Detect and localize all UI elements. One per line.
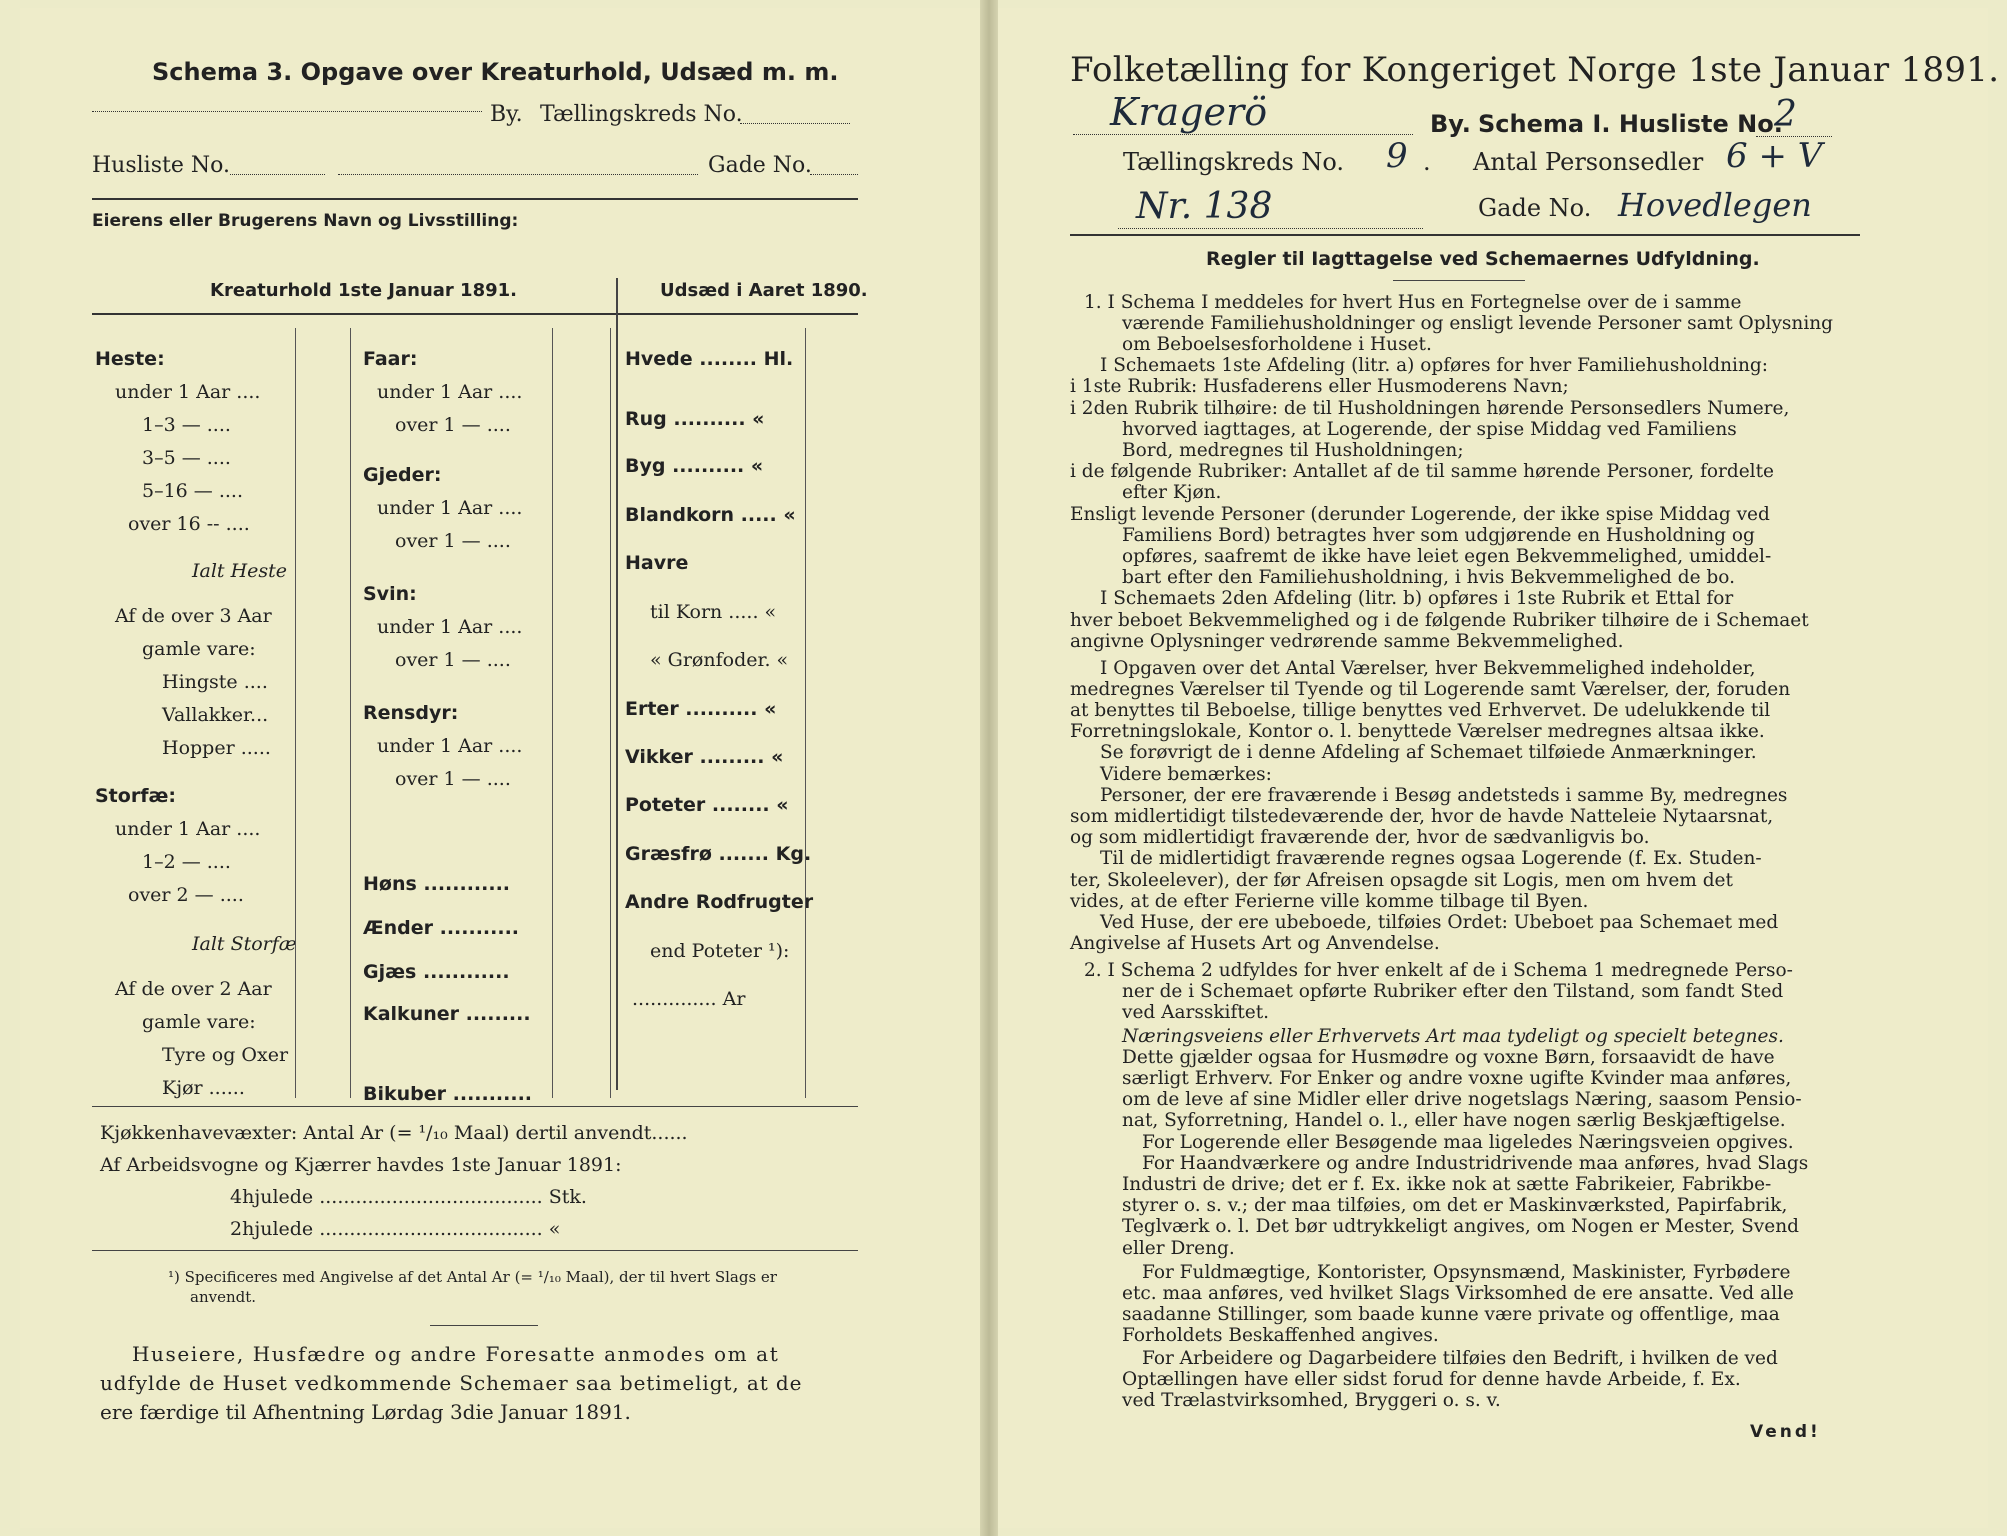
nr-handwritten: Nr. 138 xyxy=(1136,186,1273,227)
rule-line-17: I Opgaven over det Antal Værelser, hver Bekvemmelighed indeholder, xyxy=(1100,658,1756,679)
rule-line-34: Næringsveiens eller Erhvervets Art maa tydeligt og specielt betegnes. xyxy=(1122,1026,1784,1047)
c3-r12: end Poteter ¹): xyxy=(650,940,790,962)
c1-r11: Hopper ..... xyxy=(162,737,271,759)
c3-r11: Andre Rodfrugter xyxy=(625,891,814,913)
c2-r10: under 1 Aar .... xyxy=(377,735,523,757)
by-label: By. xyxy=(490,102,523,127)
c2-r16: Bikuber ........... xyxy=(363,1083,533,1105)
rule-line-21: Se forøvrigt de i denne Afdeling af Schemaet tilføiede Anmærkninger. xyxy=(1100,742,1757,763)
left-page-schema-3 xyxy=(20,8,980,1528)
gade-label: Gade No. xyxy=(708,153,812,178)
c2-r8: over 1 — .... xyxy=(395,649,511,671)
rule-line-15: hver beboet Bekvemmelighed og i de følgende Rubriker tilhøire de i Schemaet xyxy=(1070,610,1809,631)
rule-line-43: Teglværk o. l. Det bør udtrykkeligt angives, om Nogen er Mester, Svend xyxy=(1122,1216,1799,1237)
rule-line-31: 2. I Schema 2 udfyldes for hver enkelt af de i Schema 1 medregnede Perso- xyxy=(1084,960,1793,981)
rule-line-25: og som midlertidigt fraværende der, hvor de sædvanligvis bo. xyxy=(1070,827,1650,848)
c1-r5: over 16 -- .... xyxy=(128,513,250,535)
c1-r6: Ialt Heste xyxy=(192,560,288,582)
c3-r6: « Grønfoder. « xyxy=(650,649,789,671)
c2-r0: Faar: xyxy=(363,348,418,370)
taellingskreds-blank xyxy=(740,123,850,124)
c3-r5: til Korn ..... « xyxy=(650,601,777,623)
c3-r2: Byg .......... « xyxy=(625,455,764,477)
husliste-handwritten: 2 xyxy=(1774,94,1797,135)
rule-line-32: ner de i Schemaet opførte Rubriker efter den Tilstand, som fandt Sted xyxy=(1122,981,1784,1002)
rule-line-33: ved Aarsskiftet. xyxy=(1122,1002,1270,1023)
rule-line-46: etc. maa anføres, ved hvilket Slags Virksomhed de ere ansatte. Ved alle xyxy=(1122,1283,1794,1304)
by-handwritten: Kragerö xyxy=(1110,90,1268,134)
c1-r3: 3–5 — .... xyxy=(142,447,231,469)
book-gutter xyxy=(980,0,998,1536)
rule-line-23: Personer, der ere fraværende i Besøg andetsteds i samme By, medregnes xyxy=(1100,785,1788,806)
c2-r15: Kalkuner ......... xyxy=(363,1003,531,1025)
c2-r11: over 1 — .... xyxy=(395,768,511,790)
c2-r13: Ænder ........... xyxy=(363,917,520,939)
rule-line-44: eller Dreng. xyxy=(1122,1238,1235,1259)
rule-line-22: Videre bemærkes: xyxy=(1100,764,1272,785)
rule-line-1: værende Familiehusholdninger og ensligt levende Personer samt Oplysning xyxy=(1122,313,1833,334)
c1-rule-a xyxy=(295,328,296,1098)
c1-r0: Heste: xyxy=(95,348,165,370)
rule-line-48: Forholdets Beskaffenhed angives. xyxy=(1122,1325,1439,1346)
regler-rule xyxy=(1393,280,1525,281)
rule-line-26: Til de midlertidigt fraværende regnes ogsaa Logerende (f. Ex. Studen- xyxy=(1100,848,1762,869)
c2-r5: over 1 — .... xyxy=(395,530,511,552)
c1-r7: Af de over 3 Aar xyxy=(115,605,272,627)
gade-label-right: Gade No. xyxy=(1478,194,1592,222)
c2-r3: Gjeder: xyxy=(363,464,442,486)
c2-r7: under 1 Aar .... xyxy=(377,616,523,638)
c1-r16: Ialt Storfæ xyxy=(192,933,297,955)
kreatur-header: Kreaturhold 1ste Januar 1891. xyxy=(210,280,517,301)
c1-r12: Storfæ: xyxy=(95,785,176,807)
rule-line-18: medregnes Værelser til Tyende og til Logerende samt Værelser, der, foruden xyxy=(1070,679,1791,700)
c1-r19: Tyre og Oxer xyxy=(162,1044,289,1066)
c2-rule-a xyxy=(552,328,553,1098)
closing-line-3: ere færdige til Afhentning Lørdag 3die Januar 1891. xyxy=(100,1400,631,1424)
rule-line-35: Dette gjælder ogsaa for Husmødre og voxne Børn, forsaavidt de have xyxy=(1122,1047,1775,1068)
c1-r10: Vallakker... xyxy=(162,704,269,726)
rule-line-13: bart efter den Familiehusholdning, i hvis Bekvemmelighed de bo. xyxy=(1122,567,1735,588)
rule-line-38: nat, Syforretning, Handel o. l., eller have nogen særlig Beskjæftigelse. xyxy=(1122,1110,1786,1131)
c1-r20: Kjør ...... xyxy=(162,1077,245,1099)
c1-rule-b xyxy=(350,328,351,1098)
udsaed-header: Udsæd i Aaret 1890. xyxy=(660,280,868,301)
footnote-line-1: ¹) Specificeres med Angivelse af det Antal Ar (= ¹/₁₀ Maal), der til hvert Slags er xyxy=(168,1268,777,1286)
c3-r4: Havre xyxy=(625,552,689,574)
husliste-label: Husliste No. xyxy=(92,153,230,178)
c1-r4: 5–16 — .... xyxy=(142,480,244,502)
c3-r3: Blandkorn ..... « xyxy=(625,504,796,526)
taelling-dot: . xyxy=(1423,148,1431,176)
c3-rule xyxy=(805,328,806,1098)
footnote-rule xyxy=(92,1250,858,1251)
rule-line-4: i 1ste Rubrik: Husfaderens eller Husmoderens Navn; xyxy=(1070,376,1569,397)
rule-line-41: Industri de drive; det er f. Ex. ikke nok at sætte Fabrikeier, Fabrikbe- xyxy=(1122,1174,1772,1195)
c3-r7: Erter .......... « xyxy=(625,698,777,720)
rule-line-10: Ensligt levende Personer (derunder Logerende, der ikke spise Middag ved xyxy=(1070,504,1770,525)
c2-rule-b xyxy=(610,328,611,1098)
rule-line-29: Ved Huse, der ere ubeboede, tilføies Ordet: Ubeboet paa Schemaet med xyxy=(1100,912,1779,933)
rule-line-19: at benyttes til Beboelse, tillige benyttes ved Erhvervet. De udelukkende til xyxy=(1070,700,1771,721)
rule-line-27: ter, Skoleelever), der før Afreisen opsagde sit Logis, men om hvem det xyxy=(1070,870,1733,891)
closing-line-2: udfylde de Huset vedkommende Schemaer saa betimeligt, at de xyxy=(100,1371,803,1395)
rule-line-36: særligt Erhverv. For Enker og andre voxne ugifte Kvinder maa anføres, xyxy=(1122,1068,1792,1089)
gade-handwritten: Hovedlegen xyxy=(1618,186,1812,224)
c3-r10: Græsfrø ....... Kg. xyxy=(625,843,812,865)
c3-r13: .............. Ar xyxy=(632,988,746,1010)
rule-line-49: For Arbeidere og Dagarbeidere tilføies den Bedrift, i hvilken de ved xyxy=(1142,1348,1778,1369)
c2-r14: Gjæs ............ xyxy=(363,961,510,983)
c1-r2: 1–3 — .... xyxy=(142,414,231,436)
husliste-blank xyxy=(230,174,325,175)
c1-r18: gamle vare: xyxy=(142,1011,256,1033)
c2-r9: Rensdyr: xyxy=(363,702,459,724)
divider-udsaed xyxy=(616,278,618,1090)
gade-blank xyxy=(810,174,858,175)
c2-r2: over 1 — .... xyxy=(395,414,511,436)
antal-handwritten: 6 + V xyxy=(1726,136,1823,176)
rule-line-12: opføres, saafremt de ikke have leiet egen Bekvemmelighed, umiddel- xyxy=(1122,546,1772,567)
arbeids-line: Af Arbeidsvogne og Kjærrer havdes 1ste Januar 1891: xyxy=(100,1154,622,1176)
right-page-schema-1 xyxy=(998,8,2000,1528)
rule-line-9: efter Kjøn. xyxy=(1122,482,1222,503)
tohjul-line: 2hjulede ..................................... « xyxy=(230,1218,561,1240)
c3-r1: Rug .......... « xyxy=(625,408,765,430)
c1-r13: under 1 Aar .... xyxy=(115,818,261,840)
rule-line-0: 1. I Schema I meddeles for hvert Hus en Fortegnelse over de i samme xyxy=(1084,292,1742,313)
rule-line-28: vides, at de efter Ferierne ville komme tilbage til Byen. xyxy=(1070,891,1589,912)
closing-rule xyxy=(430,1325,538,1326)
schema-label: Schema I. Husliste No. xyxy=(1478,110,1783,138)
rule-line-40: For Haandværkere og andre Industridrivende maa anføres, hvad Slags xyxy=(1142,1153,1809,1174)
footnote-line-2: anvendt. xyxy=(190,1288,257,1306)
rule-line-8: i de følgende Rubriker: Antallet af de til samme hørende Personer, fordelte xyxy=(1070,461,1774,482)
rule-line-3: I Schemaets 1ste Afdeling (litr. a) opføres for hver Familiehusholdning: xyxy=(1100,355,1768,376)
schema3-title: Schema 3. Opgave over Kreaturhold, Udsæd m. m. xyxy=(152,58,839,86)
c3-r9: Poteter ........ « xyxy=(625,794,789,816)
rule-line-50: Optællingen have eller sidst forud for denne havde Arbeide, f. Ex. xyxy=(1122,1369,1741,1390)
c1-r15: over 2 — .... xyxy=(128,884,244,906)
table-bottom-rule xyxy=(92,1106,858,1107)
street-blank xyxy=(338,174,698,175)
taellingskreds-label: Tællingskreds No. xyxy=(540,102,743,127)
regler-title: Regler til Iagttagelse ved Schemaernes Udfyldning. xyxy=(1206,248,1760,270)
c1-r14: 1–2 — .... xyxy=(142,851,231,873)
rule-line-51: ved Trælastvirksomhed, Bryggeri o. s. v. xyxy=(1122,1390,1501,1411)
c2-r4: under 1 Aar .... xyxy=(377,497,523,519)
c2-r1: under 1 Aar .... xyxy=(377,381,523,403)
c1-r1: under 1 Aar .... xyxy=(115,381,261,403)
rule-line-47: saadanne Stillinger, som baade kunne være private og offentlige, maa xyxy=(1122,1304,1780,1325)
eier-label: Eierens eller Brugerens Navn og Livsstilling: xyxy=(92,211,519,231)
rule-line-42: styrer o. s. v.; der maa tilføies, om det er Maskinværksted, Papirfabrik, xyxy=(1122,1195,1788,1216)
taelling-handwritten: 9 xyxy=(1386,136,1408,176)
antal-label: Antal Personsedler xyxy=(1473,148,1704,176)
census-title: Folketælling for Kongeriget Norge 1ste Januar 1891. xyxy=(1070,50,2000,90)
c1-r17: Af de over 2 Aar xyxy=(115,978,272,1000)
c3-r0: Hvede ........ Hl. xyxy=(625,348,794,370)
by-blank-right xyxy=(1073,134,1413,135)
nr-blank xyxy=(1118,228,1423,229)
c2-r12: Høns ............ xyxy=(363,873,511,895)
rule-line-6: hvorved iagttages, at Logerende, der spise Middag ved Familiens xyxy=(1122,419,1737,440)
closing-line-1: Huseiere, Husfædre og andre Foresatte anmodes om at xyxy=(132,1342,780,1366)
rule-line-7: Bord, medregnes til Husholdningen; xyxy=(1122,440,1464,461)
rule-line-2: om Beboelsesforholdene i Huset. xyxy=(1122,334,1432,355)
rule-line-11: Familiens Bord) betragtes hver som udgjørende en Husholdning og xyxy=(1122,525,1755,546)
firehjul-line: 4hjulede ..................................... Stk. xyxy=(230,1186,587,1208)
rule-line-5: i 2den Rubrik tilhøire: de til Husholdningen hørende Personsedlers Numere, xyxy=(1070,398,1790,419)
table-header-rule xyxy=(92,313,858,315)
top-rule xyxy=(92,198,858,200)
rule-line-37: om de leve af sine Midler eller drive nogetslags Næring, saasom Pensio- xyxy=(1122,1089,1802,1110)
c2-r6: Svin: xyxy=(363,583,417,605)
c1-r9: Hingste .... xyxy=(162,671,268,693)
rule-line-14: I Schemaets 2den Afdeling (litr. b) opføres i 1ste Rubrik et Ettal for xyxy=(1100,588,1734,609)
rule-line-20: Forretningslokale, Kontor o. l. benyttede Værelser medregnes altsaa ikke. xyxy=(1070,721,1765,742)
vend-label: Vend! xyxy=(1750,1422,1821,1442)
c1-r8: gamle vare: xyxy=(142,638,256,660)
rule-line-45: For Fuldmægtige, Kontorister, Opsynsmænd, Maskinister, Fyrbødere xyxy=(1142,1262,1791,1283)
by-blank xyxy=(92,111,482,112)
c3-r8: Vikker ......... « xyxy=(625,746,784,768)
rule-line-24: som midlertidigt tilstedeværende der, hvor de havde Natteleie Nytaarsnat, xyxy=(1070,806,1774,827)
kjokken-line: Kjøkkenhavevæxter: Antal Ar (= ¹/₁₀ Maal) dertil anvendt...... xyxy=(100,1122,688,1144)
rule-line-39: For Logerende eller Besøgende maa ligeledes Næringsveien opgives. xyxy=(1142,1132,1794,1153)
taelling-label: Tællingskreds No. xyxy=(1123,148,1345,176)
header-rule xyxy=(1070,234,1860,236)
by-label-right: By. xyxy=(1430,110,1471,138)
rule-line-16: angivne Oplysninger vedrørende samme Bekvemmelighed. xyxy=(1070,631,1624,652)
rule-line-30: Angivelse af Husets Art og Anvendelse. xyxy=(1070,933,1440,954)
